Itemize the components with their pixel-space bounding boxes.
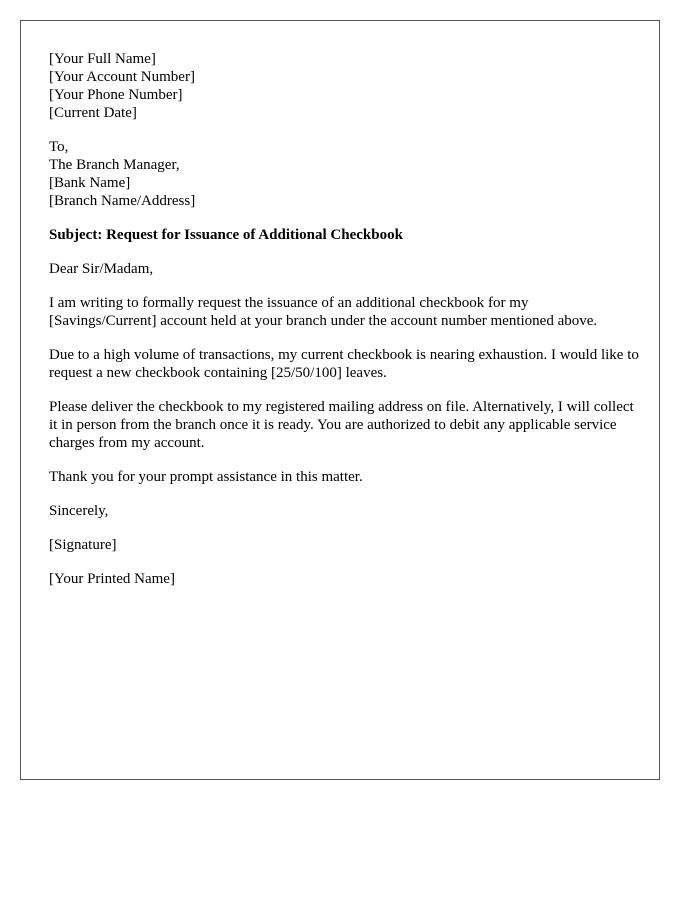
subject-line: Subject: Request for Issuance of Additional Checkbook: [49, 227, 403, 243]
salutation: Dear Sir/Madam,: [49, 261, 154, 277]
closing: Sincerely,: [49, 503, 109, 519]
body-paragraph-2: Due to a high volume of transactions, my current checkbook is nearing exhaustion. I would like to request a new checkbook containing [25/50/100] leaves.: [49, 347, 639, 381]
printed-name: [Your Printed Name]: [49, 571, 175, 587]
recipient-block: [49, 138, 639, 210]
recipient-to: To,: [49, 139, 69, 155]
sender-name: [Your Full Name]: [49, 51, 156, 67]
letter-date: [Current Date]: [49, 105, 137, 121]
sender-account-number: [Your Account Number]: [49, 69, 195, 85]
signature-placeholder: [Signature]: [49, 537, 117, 553]
recipient-bank-name: [Bank Name]: [49, 175, 131, 191]
body-paragraph-3: Please deliver the checkbook to my registered mailing address on file. Alternatively, I will collect it in person from the branch once it is ready. You are authorized to debit any applicable service charges from my account.: [49, 399, 634, 451]
letter-page: [20, 20, 660, 780]
sender-phone-number: [Your Phone Number]: [49, 87, 183, 103]
recipient-branch-address: [Branch Name/Address]: [49, 193, 196, 209]
letter-content: [49, 50, 639, 604]
body-paragraph-1: I am writing to formally request the issuance of an additional checkbook for my [Savings/Current] account held at your branch under the account number mentioned above.: [49, 295, 598, 329]
recipient-title: The Branch Manager,: [49, 157, 180, 173]
body-paragraph-4: Thank you for your prompt assistance in this matter.: [49, 469, 363, 485]
sender-block: [49, 50, 639, 122]
